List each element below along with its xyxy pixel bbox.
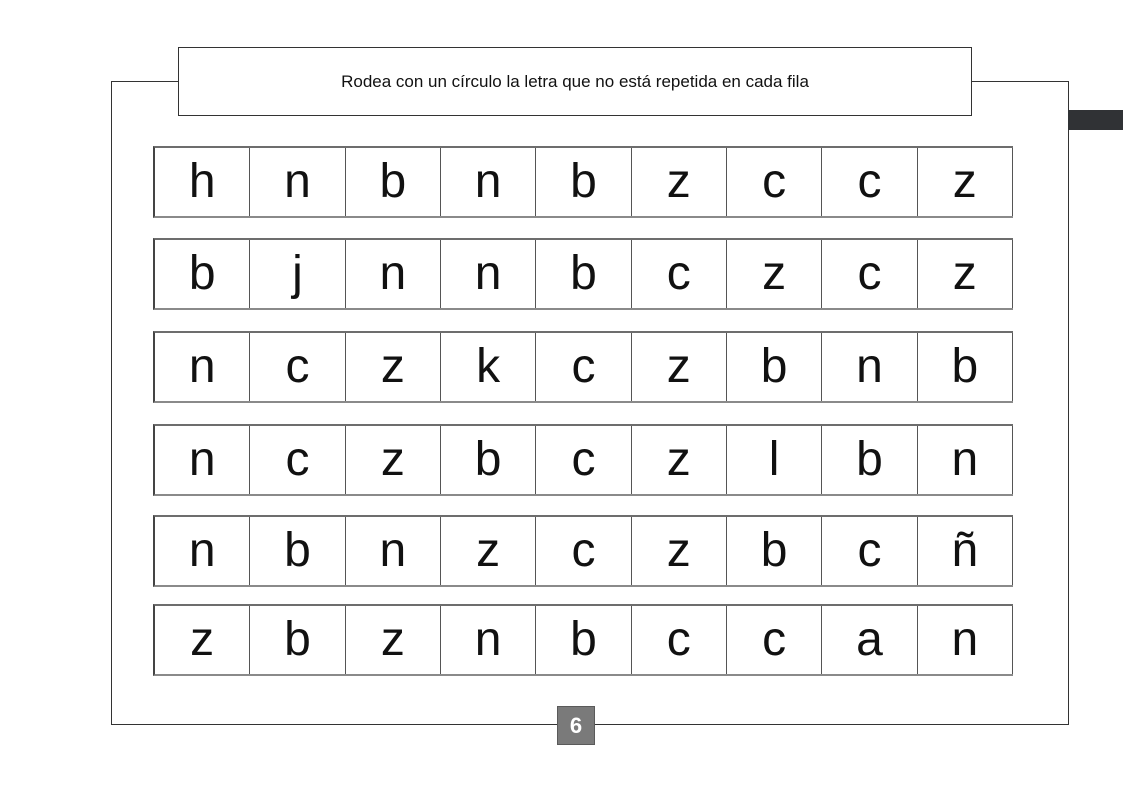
letter-cell[interactable]: b bbox=[346, 148, 441, 216]
letter-cell[interactable]: n bbox=[155, 333, 250, 401]
letter-cell[interactable]: c bbox=[536, 333, 631, 401]
letter-cell[interactable]: z bbox=[632, 333, 727, 401]
letter-cell[interactable]: c bbox=[250, 333, 345, 401]
letter-cell[interactable]: l bbox=[727, 426, 822, 494]
letter-cell[interactable]: b bbox=[727, 517, 822, 585]
letter-cell[interactable]: c bbox=[822, 148, 917, 216]
letter-cell[interactable]: b bbox=[250, 606, 345, 674]
letter-row-6 bbox=[153, 604, 1013, 676]
letter-cell[interactable]: b bbox=[536, 148, 631, 216]
letter-cell[interactable]: b bbox=[155, 240, 250, 308]
letter-cell[interactable]: z bbox=[918, 240, 1013, 308]
letter-cell[interactable]: z bbox=[632, 517, 727, 585]
letter-cell[interactable]: j bbox=[250, 240, 345, 308]
letter-cell[interactable]: n bbox=[918, 426, 1013, 494]
letter-cell[interactable]: b bbox=[536, 240, 631, 308]
letter-cell[interactable]: c bbox=[250, 426, 345, 494]
letter-cell[interactable]: b bbox=[250, 517, 345, 585]
letter-row-1 bbox=[153, 146, 1013, 218]
letter-cell[interactable]: n bbox=[918, 606, 1013, 674]
letter-cell[interactable]: z bbox=[346, 426, 441, 494]
letter-cell[interactable]: c bbox=[727, 148, 822, 216]
letter-cell[interactable]: n bbox=[822, 333, 917, 401]
letter-cell[interactable]: c bbox=[536, 517, 631, 585]
letter-cell[interactable]: z bbox=[346, 333, 441, 401]
letter-cell[interactable]: z bbox=[441, 517, 536, 585]
letter-cell[interactable]: z bbox=[155, 606, 250, 674]
letter-cell[interactable]: z bbox=[727, 240, 822, 308]
letter-cell[interactable]: n bbox=[250, 148, 345, 216]
letter-cell[interactable]: n bbox=[441, 240, 536, 308]
letter-cell[interactable]: n bbox=[346, 240, 441, 308]
letter-row-4 bbox=[153, 424, 1013, 496]
letter-cell[interactable]: a bbox=[822, 606, 917, 674]
instruction-box bbox=[178, 47, 972, 116]
letter-cell[interactable]: z bbox=[918, 148, 1013, 216]
letter-cell[interactable]: b bbox=[727, 333, 822, 401]
letter-cell[interactable]: n bbox=[155, 426, 250, 494]
letter-row-2 bbox=[153, 238, 1013, 310]
letter-cell[interactable]: n bbox=[346, 517, 441, 585]
letter-cell[interactable]: c bbox=[632, 240, 727, 308]
letter-row-5 bbox=[153, 515, 1013, 587]
letter-cell[interactable]: z bbox=[346, 606, 441, 674]
letter-cell[interactable]: z bbox=[632, 426, 727, 494]
page-number-badge: 6 bbox=[557, 706, 595, 745]
letter-cell[interactable]: c bbox=[536, 426, 631, 494]
letter-cell[interactable]: b bbox=[441, 426, 536, 494]
letter-cell[interactable]: z bbox=[632, 148, 727, 216]
letter-cell[interactable]: c bbox=[632, 606, 727, 674]
letter-cell[interactable]: b bbox=[536, 606, 631, 674]
letter-cell[interactable]: n bbox=[155, 517, 250, 585]
letter-cell[interactable]: c bbox=[727, 606, 822, 674]
letter-cell[interactable]: c bbox=[822, 240, 917, 308]
letter-cell[interactable]: k bbox=[441, 333, 536, 401]
letter-cell[interactable]: b bbox=[918, 333, 1013, 401]
side-tab-marker bbox=[1068, 110, 1123, 130]
letter-cell[interactable]: ñ bbox=[918, 517, 1013, 585]
letter-cell[interactable]: b bbox=[822, 426, 917, 494]
letter-row-3 bbox=[153, 331, 1013, 403]
letter-cell[interactable]: h bbox=[155, 148, 250, 216]
letter-cell[interactable]: n bbox=[441, 606, 536, 674]
letter-cell[interactable]: c bbox=[822, 517, 917, 585]
instruction-text: Rodea con un círculo la letra que no está repetida en cada fila bbox=[341, 71, 809, 91]
letter-cell[interactable]: n bbox=[441, 148, 536, 216]
